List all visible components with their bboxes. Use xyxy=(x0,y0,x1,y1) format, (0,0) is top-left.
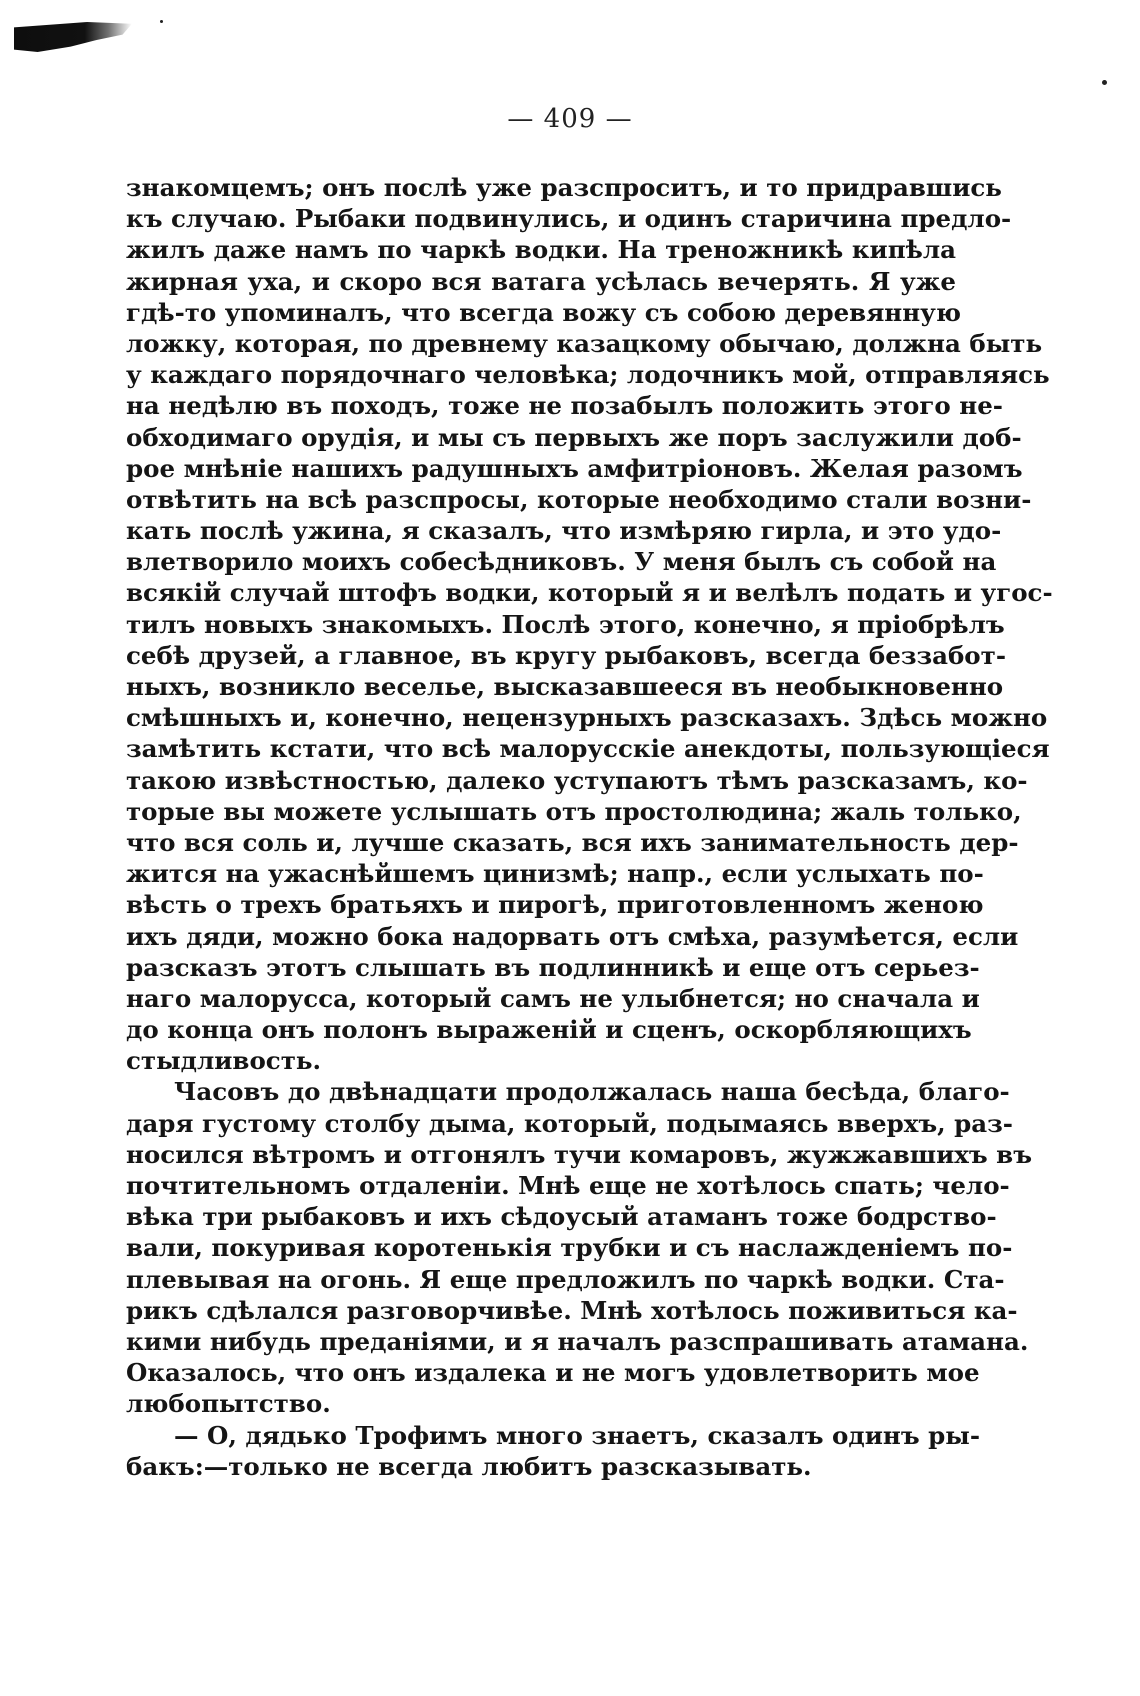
text-line: рое мнѣніе нашихъ радушныхъ амфитріоновъ. Желая разомъ xyxy=(126,453,1023,483)
text-line: Оказалось, что онъ издалека и не могъ удовлетворить мое xyxy=(126,1358,980,1388)
text-line: торые вы можете услышать отъ простолюдина; жаль только, xyxy=(126,796,1022,826)
text-line: смѣшныхъ и, конечно, нецензурныхъ разсказахъ. Здѣсь можно xyxy=(126,703,1048,733)
text-line: кими нибудь преданіями, и я началъ разспрашивать атамана. xyxy=(126,1326,1029,1356)
text-line-paragraph-start: — О, дядько Трофимъ много знаетъ, сказалъ одинъ ры- xyxy=(174,1420,981,1450)
text-line: себѣ друзей, а главное, въ кругу рыбаковъ, всегда беззабот- xyxy=(126,640,1006,670)
text-line: всякій случай штофъ водки, который я и велѣлъ подать и угос- xyxy=(126,578,1053,608)
text-line: наго малорусса, который самъ не улыбнется; но сначала и xyxy=(126,983,980,1013)
text-line: ихъ дяди, можно бока надорвать отъ смѣха, разумѣется, если xyxy=(126,921,1019,951)
page-number: — 409 — xyxy=(507,104,633,134)
text-line: ныхъ, возникло веселье, высказавшееся въ необыкновенно xyxy=(126,672,1004,701)
text-line: у каждаго порядочнаго человѣка; лодочникъ мой, отправляясь xyxy=(126,360,1050,390)
body-text xyxy=(126,172,1053,1482)
text-line: гдѣ-то упоминалъ, что всегда вожу съ собою деревянную xyxy=(126,297,961,327)
text-line: рикъ сдѣлался разговорчивѣе. Мнѣ хотѣлось поживиться ка- xyxy=(126,1295,1018,1325)
text-line: плевывая на огонь. Я еще предложилъ по чаркѣ водки. Ста- xyxy=(126,1264,1005,1294)
text-line: на недѣлю въ походъ, тоже не позабылъ положить этого не- xyxy=(126,391,1003,421)
text-line: носился вѣтромъ и отгонялъ тучи комаровъ, жужжавшихъ въ xyxy=(126,1139,1032,1169)
text-line: почтительномъ отдаленіи. Мнѣ еще не хотѣлось спать; чело- xyxy=(126,1171,1010,1200)
text-line-paragraph-start: Часовъ до двѣнадцати продолжалась наша бесѣда, благо- xyxy=(174,1077,1010,1107)
text-line-paragraph-end: стыдливость. xyxy=(126,1046,322,1076)
text-line: жирная уха, и скоро вся ватага усѣлась вечерять. Я уже xyxy=(126,266,956,296)
text-line: вѣсть о трехъ братьяхъ и пирогѣ, приготовленномъ женою xyxy=(126,890,984,920)
text-line: до конца онъ полонъ выраженій и сценъ, оскорбляющихъ xyxy=(126,1015,972,1045)
text-line: разсказъ этотъ слышать въ подлинникѣ и еще отъ серьез- xyxy=(126,952,980,982)
text-line: влетворило моихъ собесѣдниковъ. У меня былъ съ собой на xyxy=(126,547,997,577)
text-line: даря густому столбу дыма, который, подымаясь вверхъ, раз- xyxy=(126,1108,1013,1138)
scan-artifact-mark xyxy=(14,22,132,52)
text-line: жилъ даже намъ по чаркѣ водки. На треножникѣ кипѣла xyxy=(126,235,956,265)
text-line: такою извѣстностью, далеко уступаютъ тѣмъ разсказамъ, ко- xyxy=(126,765,1028,795)
text-line-paragraph-end: любопытство. xyxy=(126,1389,331,1419)
text-line: къ случаю. Рыбаки подвинулись, и одинъ старичина предло- xyxy=(126,204,1012,234)
text-line: кать послѣ ужина, я сказалъ, что измѣряю гирла, и это удо- xyxy=(126,516,1002,546)
text-line: вѣка три рыбаковъ и ихъ сѣдоусый атаманъ тоже бодрство- xyxy=(126,1202,997,1232)
scan-speck xyxy=(1102,80,1107,85)
text-line: тилъ новыхъ знакомыхъ. Послѣ этого, конечно, я пріобрѣлъ xyxy=(126,609,1005,639)
text-line: жится на ужаснѣйшемъ цинизмѣ; напр., если услыхать по- xyxy=(126,859,984,889)
text-line: замѣтить кстати, что всѣ малорусскіе анекдоты, пользующіеся xyxy=(126,734,1050,764)
text-line: отвѣтить на всѣ разспросы, которые необходимо стали возни- xyxy=(126,484,1032,514)
text-line: знакомцемъ; онъ послѣ уже разспроситъ, и то придравшись xyxy=(126,173,1002,202)
text-line: обходимаго орудія, и мы съ первыхъ же поръ заслужили доб- xyxy=(126,422,1022,452)
text-line: вали, покуривая коротенькія трубки и съ наслажденіемъ по- xyxy=(126,1233,1013,1263)
text-line: что вся соль и, лучше сказать, вся ихъ занимательность дер- xyxy=(126,827,1019,857)
scan-speck xyxy=(160,20,163,23)
text-line: ложку, которая, по древнему казацкому обычаю, должна быть xyxy=(126,328,1043,358)
text-line-paragraph-end: бакъ:—только не всегда любитъ разсказывать. xyxy=(126,1451,812,1481)
